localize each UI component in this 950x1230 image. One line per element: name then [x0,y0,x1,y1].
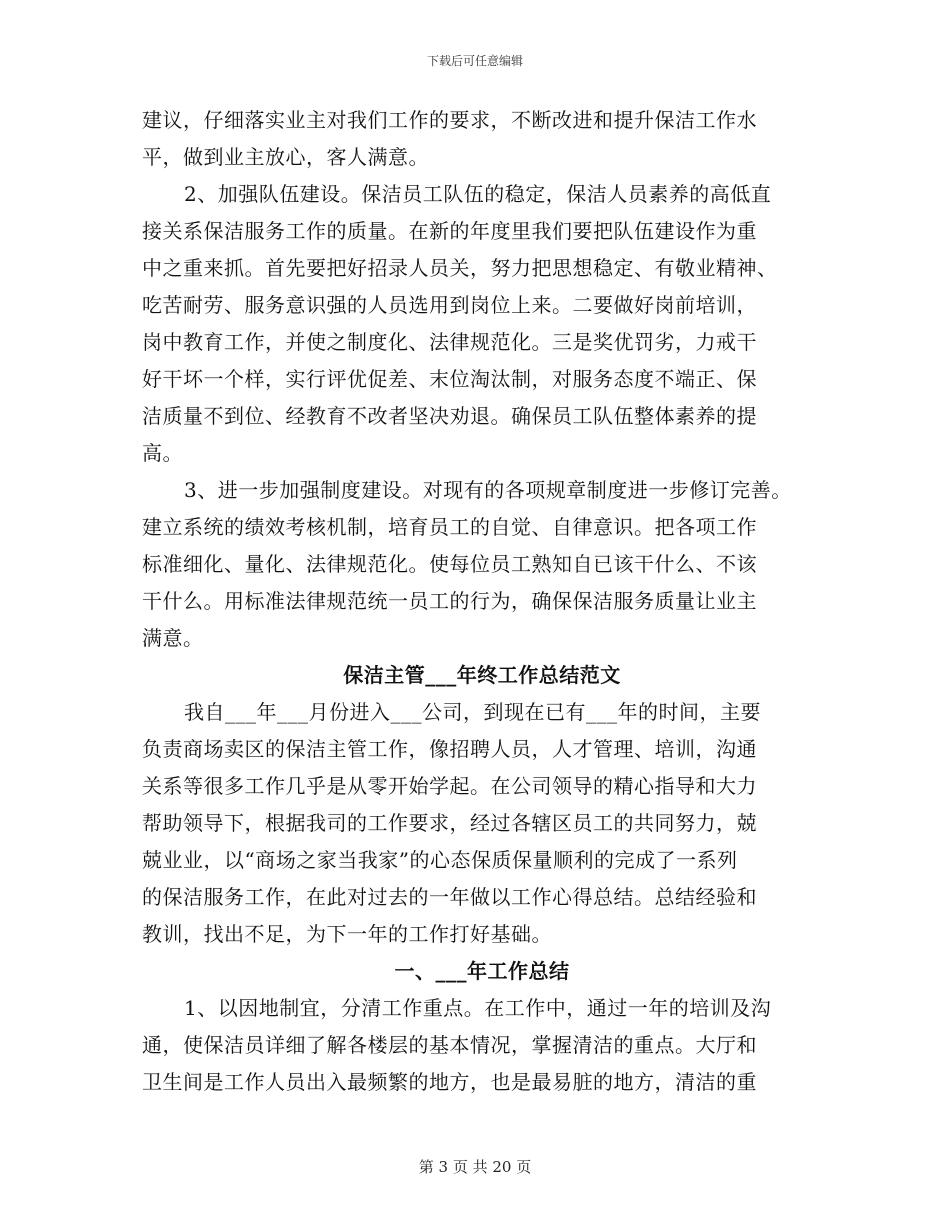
paragraph-line: 的保洁服务工作，在此对过去的一年做以工作心得总结。总结经验和 [142,885,757,909]
paragraph-line: 高。 [142,441,183,465]
paragraph-line: 建议，仔细落实业主对我们工作的要求，不断改进和提升保洁工作水 [142,108,757,132]
paragraph-line: 接关系保洁服务工作的质量。在新的年度里我们要把队伍建设作为重 [142,219,757,243]
paragraph-line: 教训，找出不足，为下一年的工作打好基础。 [142,922,552,946]
page-footer: 第 3 页 共 20 页 [418,1158,532,1176]
paragraph-line: 吃苦耐劳、服务意识强的人员选用到岗位上来。二要做好岗前培训， [142,293,757,317]
paragraph-line: 负责商场卖区的保洁主管工作，像招聘人员，人才管理、培训，沟通 [142,737,757,761]
paragraph-line: 岗中教育工作，并使之制度化、法律规范化。三是奖优罚劣，力戒干 [142,330,757,354]
paragraph-line: 洁质量不到位、经教育不改者坚决劝退。确保员工队伍整体素养的提 [142,404,757,428]
section-heading: 一、___年工作总结 [394,959,570,983]
paragraph-line: 帮助领导下，根据我司的工作要求，经过各辖区员工的共同努力，兢 [142,811,757,835]
paragraph-line: 兢业业，以“商场之家当我家”的心态保质保量顺利的完成了一系列 [142,848,738,872]
paragraph-line: 平，做到业主放心，客人满意。 [142,145,429,169]
paragraph-line: 满意。 [142,626,204,650]
document-body [142,102,822,1101]
paragraph-line: 我自___年___月份进入___公司，到现在已有___年的时间，主要 [184,700,761,724]
paragraph-line: 标准细化、量化、法律规范化。使每位员工熟知自已该干什么、不该 [142,552,757,576]
paragraph-line: 通，使保洁员详细了解各楼层的基本情况，掌握清洁的重点。大厅和 [142,1033,757,1057]
paragraph-line: 干什么。用标准法律规范统一员工的行为，确保保洁服务质量让业主 [142,589,757,613]
paragraph-line: 好干坏一个样，实行评优促差、末位淘汰制，对服务态度不端正、保 [142,367,757,391]
section-heading: 保洁主管___年终工作总结范文 [343,663,621,687]
paragraph-line: 1、以因地制宜，分清工作重点。在工作中，通过一年的培训及沟 [184,996,772,1020]
paragraph-line: 关系等很多工作几乎是从零开始学起。在公司领导的精心指导和大力 [142,774,757,798]
page-header: 下载后可任意编辑 [426,54,523,68]
paragraph-line: 2、加强队伍建设。保洁员工队伍的稳定，保洁人员素养的高低直 [184,182,772,206]
paragraph-line: 卫生间是工作人员出入最频繁的地方，也是最易脏的地方，清洁的重 [142,1070,757,1094]
paragraph-line: 建立系统的绩效考核机制，培育员工的自觉、自律意识。把各项工作 [142,515,757,539]
paragraph-line: 中之重来抓。首先要把好招录人员关，努力把思想稳定、有敬业精神、 [142,256,778,280]
paragraph-line: 3、进一步加强制度建设。对现有的各项规章制度进一步修订完善。 [184,478,792,502]
